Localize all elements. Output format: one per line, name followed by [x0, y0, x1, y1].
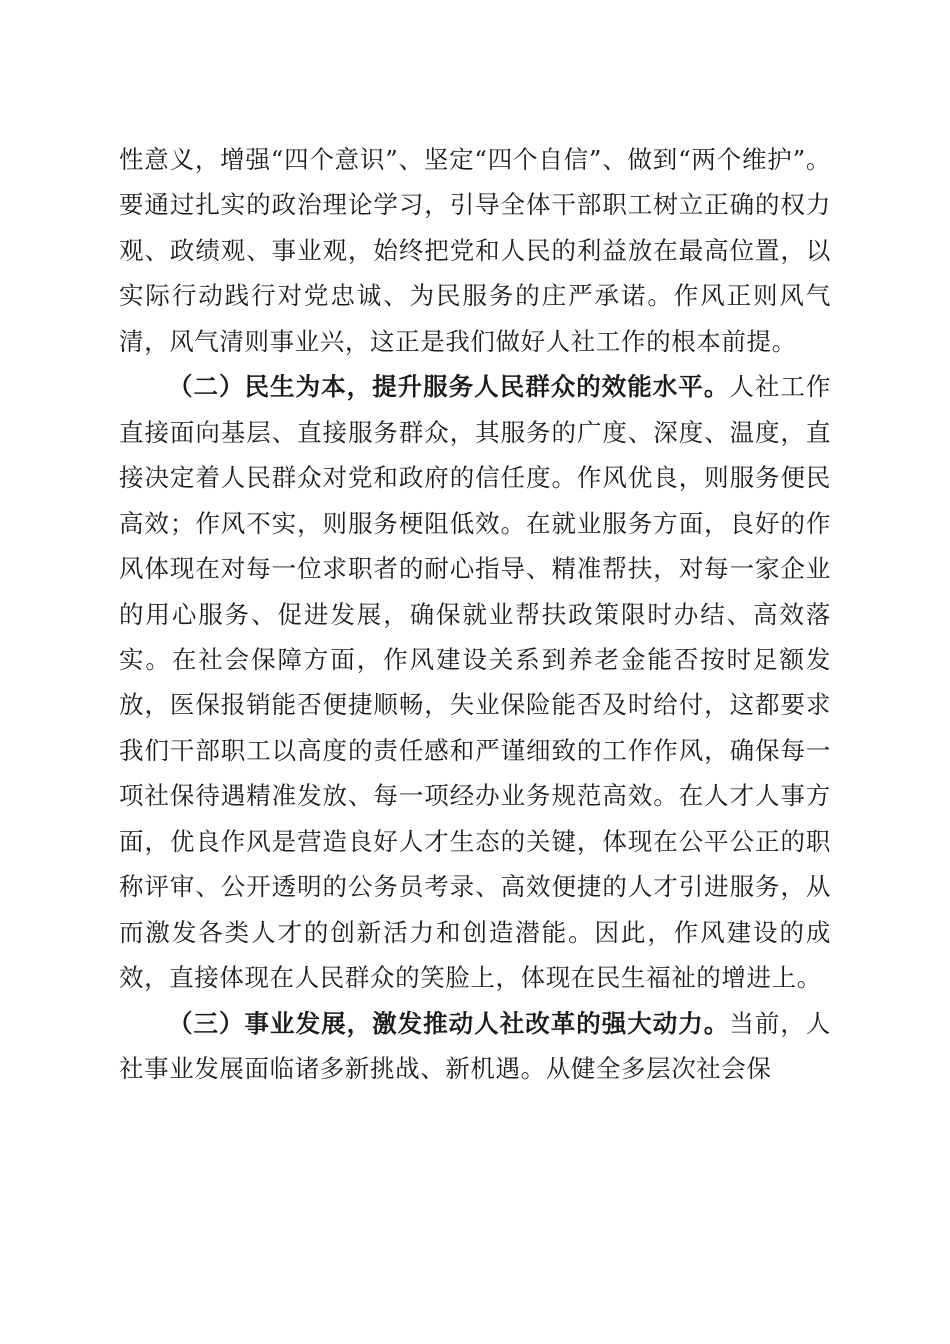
paragraph-section-3 — [119, 1001, 831, 1092]
paragraph-text: 性意义，增强“四个意识”、坚定“四个自信”、做到“两个维护”。要通过扎实的政治理论学习，引导全体干部职工树立正确的权力观、政绩观、事业观，始终把党和人民的利益放在最高位置，以实际行动践行对党忠诚、为民服务的庄严承诺。作风正则风气清，风气清则事业兴，这正是我们做好人社工作的根本前提。 — [119, 145, 831, 356]
section-heading: （二）民生为本，提升服务人民群众的效能水平。 — [168, 372, 730, 402]
document-body — [119, 137, 831, 1092]
paragraph-text: 人社工作直接面向基层、直接服务群众，其服务的广度、深度、温度，直接决定着人民群众对党和政府的信任度。作风优良，则服务便民高效；作风不实，则服务梗阻低效。在就业服务方面，良好的作风体现在对每一位求职者的耐心指导、精准帮扶，对每一家企业的用心服务、促进发展，确保就业帮扶政策限时办结、高效落实。在社会保障方面，作风建设关系到养老金能否按时足额发放，医保报销能否便捷顺畅，失业保险能否及时给付，这都要求我们干部职工以高度的责任感和严谨细致的工作作风，确保每一项社保待遇精准发放、每一项经办业务规范高效。在人才人事方面，优良作风是营造良好人才生态的关键，体现在公平公正的职称评审、公开透明的公务员考录、高效便捷的人才引进服务，从而激发各类人才的创新活力和创造潜能。因此，作风建设的成效，直接体现在人民群众的笑脸上，体现在民生福祉的增进上。 — [119, 372, 831, 993]
paragraph-continuation — [119, 137, 831, 364]
paragraph-text: 当前，人社事业发展面临诸多新挑战、新机遇。从健全多层次社会保 — [119, 1008, 831, 1084]
paragraph-section-2 — [119, 364, 831, 1000]
section-heading: （三）事业发展，激发推动人社改革的强大动力。 — [168, 1008, 730, 1038]
